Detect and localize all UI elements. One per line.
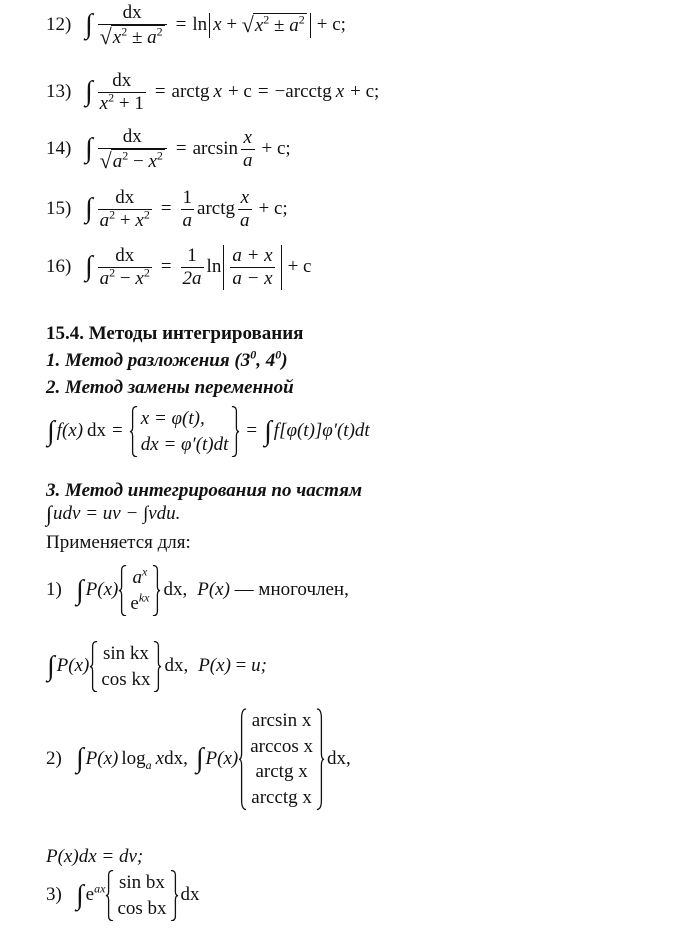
numerator: dx: [122, 126, 142, 147]
constant-term: + c;: [316, 13, 346, 35]
constant-term: + c;: [350, 80, 380, 102]
formula-number: 16): [46, 255, 72, 277]
case-1: 1) ∫ P(x) $a^x$ $e^{kx}$ dx, P(x) — многочлен,: [46, 565, 349, 616]
formula-16: [46, 245, 312, 290]
equals-sign: =: [154, 80, 166, 102]
denominator: [98, 148, 167, 173]
integral-sign: ∫: [85, 193, 93, 225]
formula-13: [46, 70, 379, 115]
formula-number: 13): [46, 80, 72, 102]
equals-sign: =: [160, 197, 172, 219]
formula-14: [46, 126, 291, 173]
fraction: $\frac{x}{a}$: [240, 187, 250, 231]
integral-sign: ∫: [76, 574, 84, 606]
left-brace: [89, 641, 98, 692]
numerator: dx: [115, 187, 135, 208]
case-number: 1): [46, 579, 62, 601]
formula-15: [46, 187, 288, 232]
denominator: $a^2 - x^2$: [99, 265, 150, 289]
fraction: $\frac{1}{a}$: [182, 187, 193, 231]
arctg-function: arctg: [171, 80, 210, 102]
equals-sign: =: [175, 137, 187, 159]
substitution-formula: ∫ f(x) dx = x = φ(t), dx = φ′(t)dt = ∫ f[φ(t)]φ′(t)dt: [46, 406, 370, 457]
method-3-heading: 3. Метод интегрирования по частям: [46, 480, 362, 501]
formula-number: 15): [46, 197, 72, 219]
applies-label: Применяется для:: [46, 532, 191, 553]
section-heading: 15.4. Методы интегрирования: [46, 323, 304, 344]
formula-number: 12): [46, 13, 72, 35]
case-2: 2) ∫ P(x) $\log_a$ x dx, ∫ P(x) arcsin x arccos x arctg x arcctg x dx,: [46, 708, 351, 811]
case-number: 2): [46, 747, 62, 769]
case-1b: ∫ P(x) sin kx cos kx dx, P(x) = u;: [46, 641, 267, 692]
arctg-function: arctg: [197, 197, 236, 219]
equals-sign: =: [160, 255, 172, 277]
right-brace: [231, 406, 240, 457]
fraction: [98, 70, 146, 115]
equals-sign: =: [175, 13, 187, 35]
integral-sign: ∫: [46, 501, 53, 527]
fraction: [98, 126, 167, 173]
method-2-heading: 2. Метод замены переменной: [46, 377, 294, 398]
left-brace: [238, 708, 247, 811]
variable: x: [335, 80, 345, 102]
square-root: √ $x^2 \pm a^2$: [99, 23, 163, 49]
equals-sign: =: [112, 420, 123, 442]
parts-formula: ∫ udv = uv − ∫vdu.: [46, 501, 181, 527]
arcctg-function: −arcctg: [274, 80, 332, 102]
right-brace: [170, 870, 179, 921]
integral-sign: ∫: [85, 9, 93, 41]
fraction: $\frac{a + x}{a - x}$: [232, 245, 273, 289]
square-root: √ $x^2 \pm a^2$: [241, 11, 305, 37]
denominator: $x^2 + 1$: [99, 90, 144, 114]
denominator: $a^2 + x^2$: [99, 207, 150, 231]
fraction: [98, 245, 152, 290]
numerator: dx: [115, 245, 135, 266]
ln-function: ln: [192, 13, 208, 35]
substitution-cases: x = φ(t), dx = φ′(t)dt: [140, 408, 229, 455]
equals-sign: =: [257, 80, 269, 102]
right-brace: [316, 708, 325, 811]
fraction: [98, 2, 167, 49]
denominator: [98, 24, 167, 49]
integral-sign: ∫: [85, 76, 93, 108]
right-brace: [153, 641, 162, 692]
absolute-value: x + √ $x^2 \pm a^2$: [209, 13, 311, 38]
arcsin-function: arcsin: [192, 137, 238, 159]
constant-term: + c: [227, 80, 252, 102]
integral-sign: ∫: [195, 743, 204, 775]
formula-number: 14): [46, 137, 72, 159]
constant-term: + c;: [261, 137, 291, 159]
formula-12: [46, 2, 346, 49]
numerator: dx: [122, 2, 142, 23]
ln-function: ln: [206, 255, 222, 277]
integral-sign: ∫: [85, 133, 93, 165]
integral-sign: ∫: [85, 251, 93, 283]
integral-sign: ∫: [76, 879, 84, 911]
integral-sign: ∫: [264, 415, 272, 447]
left-brace: [105, 870, 114, 921]
numerator: dx: [112, 70, 132, 91]
fraction: $\frac{x}{a}$: [243, 127, 253, 171]
case-2b: P(x)dx = dv;: [46, 846, 144, 867]
case-number: 3): [46, 884, 62, 906]
integral-sign: ∫: [76, 743, 84, 775]
constant-term: + c: [287, 255, 312, 277]
square-root: √ $a^2 - x^2$: [99, 147, 163, 173]
absolute-value: [223, 245, 281, 290]
right-brace: [152, 565, 161, 616]
constant-term: + c;: [258, 197, 288, 219]
variable: x: [213, 80, 222, 102]
integral-sign: ∫: [47, 650, 55, 682]
fraction: $\frac{1}{2a}$: [182, 245, 202, 289]
left-brace: [129, 406, 138, 457]
method-1-heading: 1. Метод разложения ($3^0$, $4^0$): [46, 347, 288, 371]
integral-sign: ∫: [47, 415, 55, 447]
left-brace: [118, 565, 127, 616]
equals-sign: =: [246, 420, 258, 442]
fraction: [98, 187, 152, 232]
case-3: 3) ∫ $e^{ax}$ sin bx cos bx dx: [46, 870, 200, 921]
